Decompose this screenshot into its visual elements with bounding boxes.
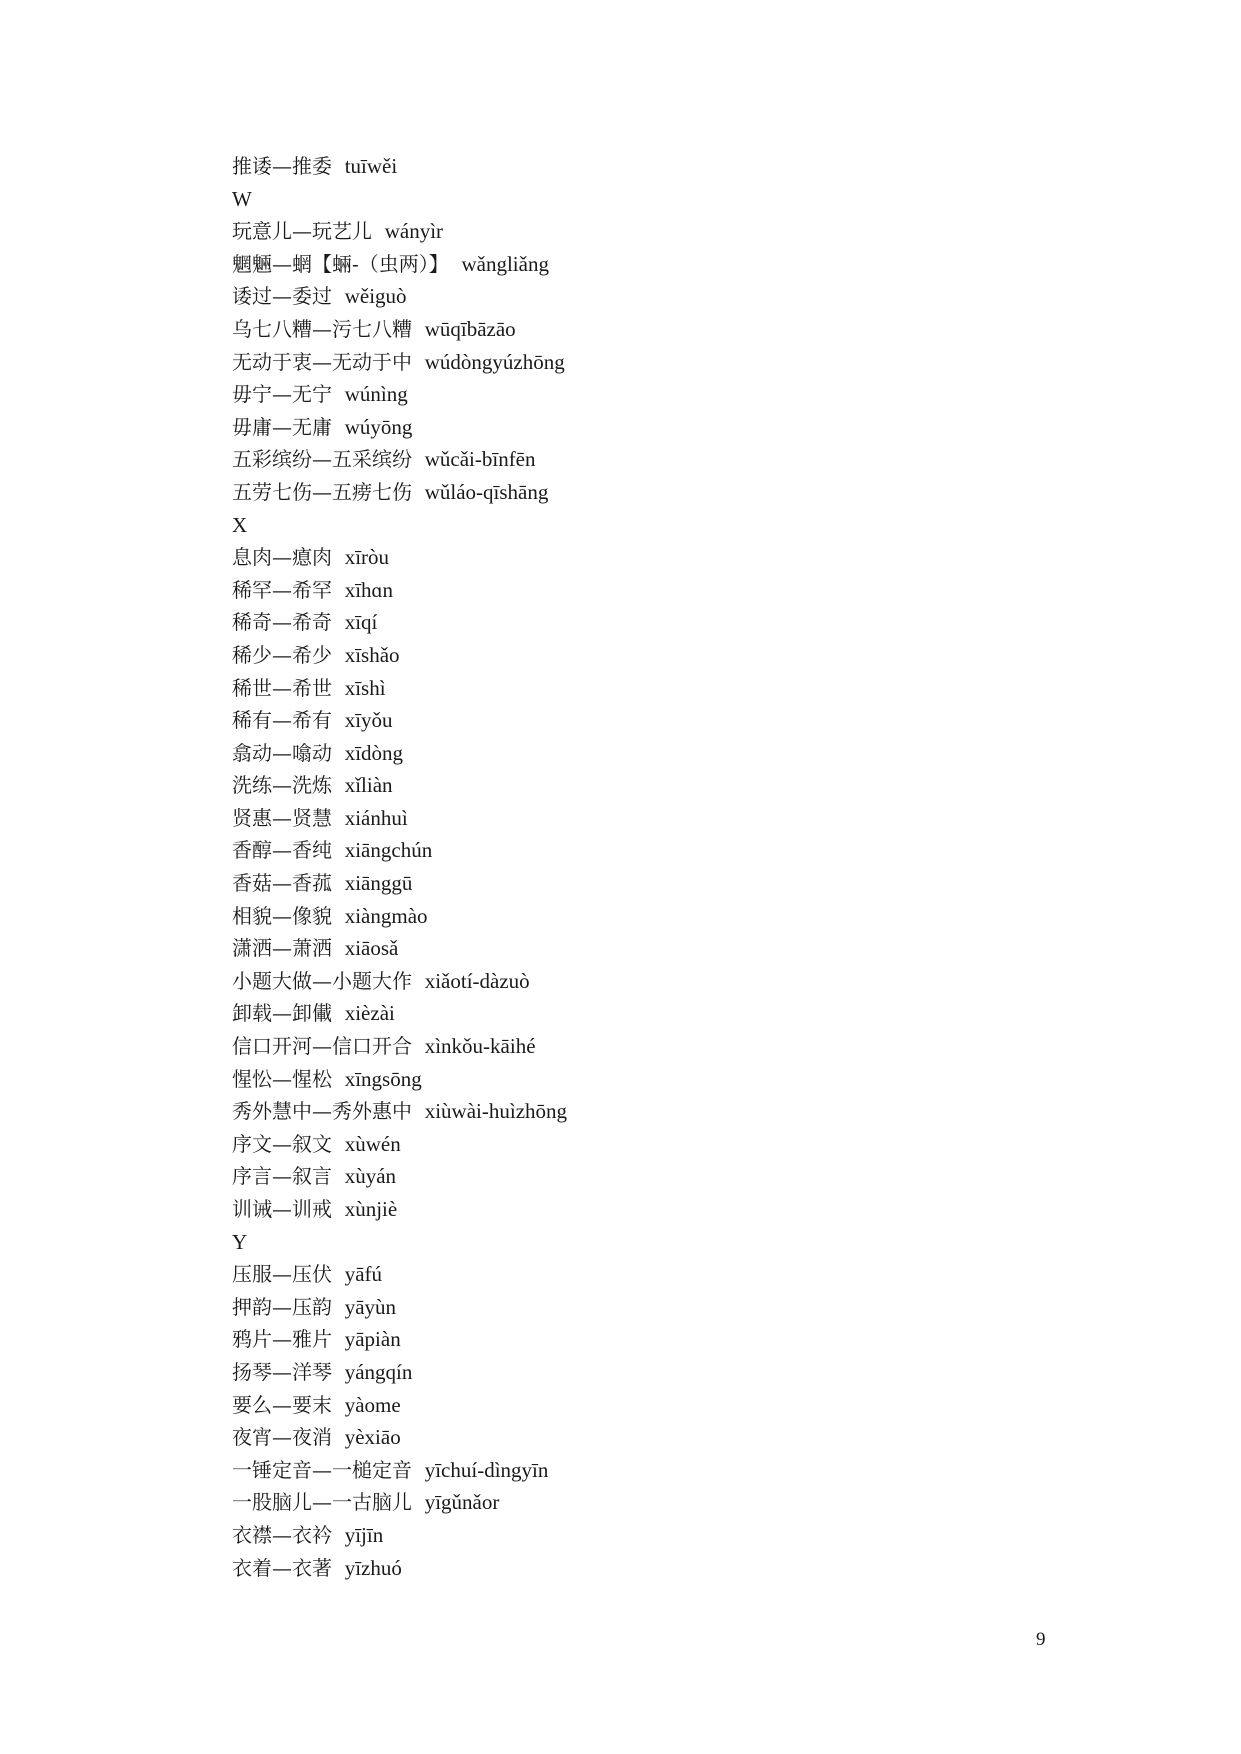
- word-variant-pair: 序文—叙文: [232, 1131, 332, 1156]
- word-entry: [232, 932, 1052, 965]
- word-entry: [232, 769, 1052, 802]
- word-pinyin: xiàngmào: [344, 903, 428, 928]
- word-variant-pair: 玩意儿—玩艺儿: [232, 219, 372, 244]
- word-variant-pair: 诿过—委过: [232, 284, 332, 309]
- word-variant-pair: 压服—压伏: [232, 1262, 332, 1287]
- word-variant-pair: 稀少—希少: [232, 642, 332, 667]
- word-pinyin: xiānggū: [344, 871, 413, 896]
- section-letter-heading: X: [232, 512, 248, 537]
- word-variant-pair: 推诿—推委: [232, 154, 332, 178]
- word-variant-pair: 毋宁—无宁: [232, 382, 332, 407]
- word-variant-pair: 香醇—香纯: [232, 838, 332, 863]
- word-pinyin: yāyùn: [344, 1294, 397, 1319]
- word-pinyin: yīchuí-dìngyīn: [424, 1457, 549, 1482]
- word-variant-pair: 稀有—希有: [232, 708, 332, 733]
- word-pinyin: wǔláo-qīshāng: [424, 479, 549, 504]
- word-pinyin: xīshǎo: [344, 642, 400, 667]
- word-variant-pair: 衣着—衣著: [232, 1555, 332, 1580]
- word-variant-pair: 无动于衷—无动于中: [232, 349, 412, 374]
- word-variant-pair: 魍魎—蝄【蜽-（虫两）】: [232, 251, 449, 276]
- word-entry: [232, 867, 1052, 900]
- word-pinyin: wúyōng: [344, 414, 413, 439]
- word-pinyin: wǎngliǎng: [461, 251, 549, 276]
- word-entry: [232, 411, 1052, 444]
- word-entry: [232, 900, 1052, 933]
- word-entry: [232, 639, 1052, 672]
- word-pinyin: xǐliàn: [344, 773, 393, 798]
- word-pinyin: wǔcǎi-bīnfēn: [424, 447, 536, 472]
- word-pinyin: yīgǔnǎor: [424, 1490, 500, 1515]
- word-pinyin: xīqí: [344, 610, 378, 635]
- word-entry: [232, 378, 1052, 411]
- word-entry: [232, 802, 1052, 835]
- word-entry: [232, 1160, 1052, 1193]
- word-pinyin: wúdòngyúzhōng: [424, 349, 565, 374]
- word-entry: [232, 997, 1052, 1030]
- word-entry: [232, 541, 1052, 574]
- word-variant-pair: 序言—叙言: [232, 1164, 332, 1189]
- word-pinyin: xièzài: [344, 1001, 395, 1026]
- word-pinyin: xiùwài-huìzhōng: [424, 1099, 568, 1124]
- word-variant-pair: 息肉—瘜肉: [232, 545, 332, 570]
- word-variant-pair: 要么—要末: [232, 1392, 332, 1417]
- word-entry: [232, 1552, 1052, 1585]
- word-entry: [232, 1519, 1052, 1552]
- word-pinyin: wúnìng: [344, 382, 408, 407]
- word-variant-pair: 翕动—噏动: [232, 740, 332, 765]
- word-entry: [232, 1063, 1052, 1096]
- word-pinyin: xīshì: [344, 675, 386, 700]
- word-pinyin: xìnkǒu-kāihé: [424, 1034, 536, 1059]
- word-pinyin: yījīn: [344, 1522, 384, 1547]
- word-variant-pair: 一锤定音—一槌定音: [232, 1457, 412, 1482]
- variant-word-list: [232, 150, 1052, 1584]
- word-pinyin: xùyán: [344, 1164, 397, 1189]
- section-letter-heading: Y: [232, 1229, 248, 1254]
- word-variant-pair: 贤惠—贤慧: [232, 805, 332, 830]
- word-entry: [232, 313, 1052, 346]
- word-pinyin: xùwén: [344, 1131, 401, 1156]
- word-variant-pair: 一股脑儿—一古脑儿: [232, 1490, 412, 1515]
- word-entry: [232, 280, 1052, 313]
- word-entry: [232, 672, 1052, 705]
- word-variant-pair: 稀世—希世: [232, 675, 332, 700]
- word-pinyin: yàome: [344, 1392, 401, 1417]
- word-pinyin: xiāngchún: [344, 838, 433, 863]
- word-variant-pair: 稀罕—希罕: [232, 577, 332, 602]
- word-variant-pair: 训诫—训戒: [232, 1197, 332, 1221]
- word-variant-pair: 香菇—香菰: [232, 871, 332, 896]
- word-pinyin: xīròu: [344, 545, 390, 570]
- word-entry: [232, 1454, 1052, 1487]
- word-pinyin: yángqín: [344, 1359, 413, 1384]
- word-variant-pair: 卸载—卸儎: [232, 1001, 332, 1026]
- word-pinyin: xīhɑn: [344, 577, 394, 602]
- word-variant-pair: 衣襟—衣衿: [232, 1522, 332, 1547]
- word-variant-pair: 信口开河—信口开合: [232, 1034, 412, 1059]
- word-pinyin: xiánhuì: [344, 805, 408, 830]
- word-pinyin: wányìr: [384, 219, 444, 244]
- word-pinyin: xīyǒu: [344, 708, 393, 733]
- word-pinyin: yāpiàn: [344, 1327, 401, 1352]
- section-letter-heading: W: [232, 186, 252, 211]
- word-entry: [232, 965, 1052, 998]
- word-variant-pair: 小题大做—小题大作: [232, 968, 412, 993]
- word-pinyin: xùnjiè: [344, 1197, 398, 1221]
- word-entry: [232, 1389, 1052, 1422]
- word-pinyin: yīzhuó: [344, 1555, 402, 1580]
- word-entry: [232, 1030, 1052, 1063]
- word-variant-pair: 秀外慧中—秀外惠中: [232, 1099, 412, 1124]
- word-variant-pair: 五彩缤纷—五采缤纷: [232, 447, 412, 472]
- word-entry: [232, 215, 1052, 248]
- word-variant-pair: 毋庸—无庸: [232, 414, 332, 439]
- word-entry: [232, 1128, 1052, 1161]
- word-variant-pair: 乌七八糟—污七八糟: [232, 316, 412, 341]
- word-pinyin: xīdòng: [344, 740, 404, 765]
- word-entry: [232, 476, 1052, 509]
- word-entry: [232, 1291, 1052, 1324]
- word-entry: [232, 150, 1052, 183]
- word-variant-pair: 扬琴—洋琴: [232, 1359, 332, 1384]
- word-variant-pair: 押韵—压韵: [232, 1294, 332, 1319]
- word-entry: [232, 1323, 1052, 1356]
- word-pinyin: xiǎotí-dàzuò: [424, 968, 530, 993]
- word-entry: [232, 737, 1052, 770]
- word-pinyin: tuīwěi: [344, 154, 398, 178]
- word-entry: [232, 606, 1052, 639]
- page-number: 9: [1036, 1629, 1046, 1650]
- word-entry: [232, 1095, 1052, 1128]
- word-pinyin: yāfú: [344, 1262, 383, 1287]
- word-pinyin: xiāosǎ: [344, 936, 399, 961]
- word-entry: [232, 1193, 1052, 1226]
- word-variant-pair: 夜宵—夜消: [232, 1425, 332, 1450]
- word-entry: [232, 1356, 1052, 1389]
- word-entry: [232, 443, 1052, 476]
- word-variant-pair: 稀奇—希奇: [232, 610, 332, 635]
- word-entry: [232, 1258, 1052, 1291]
- word-entry: [232, 346, 1052, 379]
- word-variant-pair: 五劳七伤—五痨七伤: [232, 479, 412, 504]
- word-entry: [232, 1421, 1052, 1454]
- word-entry: [232, 1486, 1052, 1519]
- word-pinyin: wěiguò: [344, 284, 407, 309]
- word-variant-pair: 潇洒—萧洒: [232, 936, 332, 961]
- word-pinyin: wūqībāzāo: [424, 316, 516, 341]
- word-entry: [232, 834, 1052, 867]
- word-pinyin: xīngsōng: [344, 1066, 422, 1091]
- word-entry: [232, 574, 1052, 607]
- word-pinyin: yèxiāo: [344, 1425, 401, 1450]
- word-variant-pair: 鸦片—雅片: [232, 1327, 332, 1352]
- word-entry: [232, 248, 1052, 281]
- word-variant-pair: 洗练—洗炼: [232, 773, 332, 798]
- word-variant-pair: 惺忪—惺松: [232, 1066, 332, 1091]
- word-entry: [232, 704, 1052, 737]
- word-variant-pair: 相貌—像貌: [232, 903, 332, 928]
